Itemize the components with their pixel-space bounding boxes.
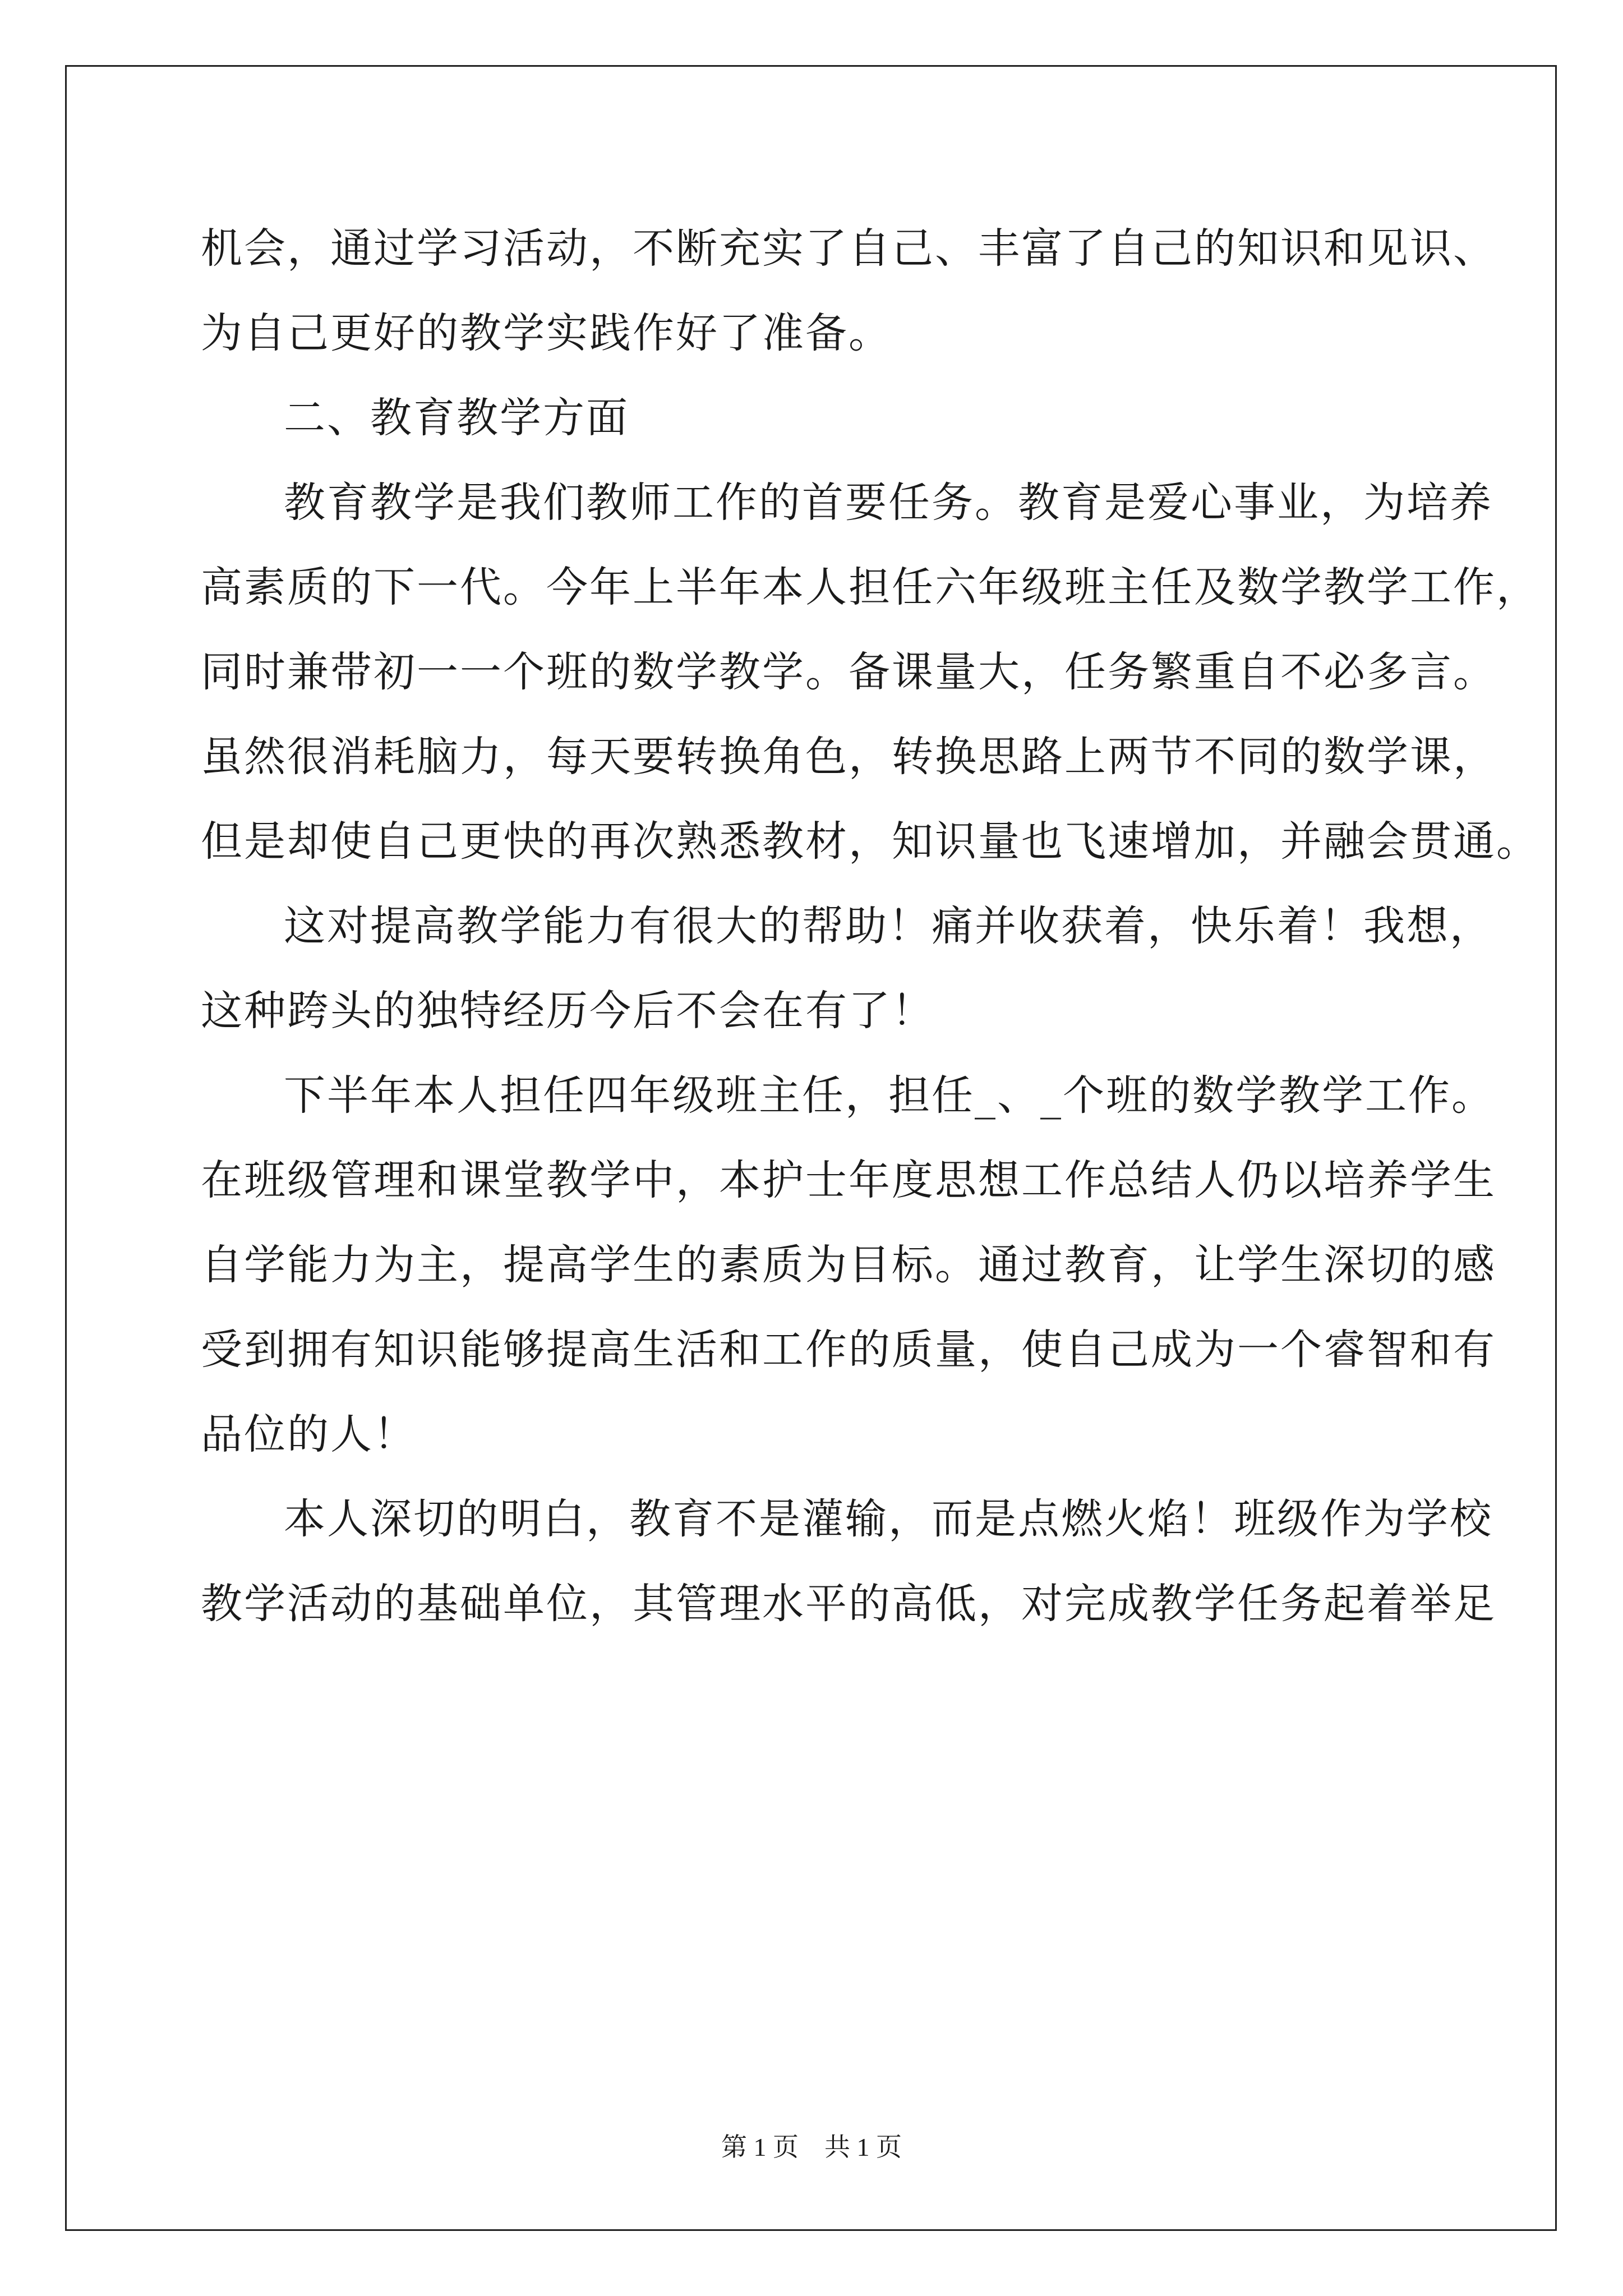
text-line: 自学能力为主，提高学生的素质为目标。通过教育，让学生深切的感 xyxy=(201,1241,1496,1289)
page-footer: 第 1 页 共 1 页 xyxy=(721,2133,902,2161)
text-line: 虽然很消耗脑力，每天要转换角色，转换思路上两节不同的数学课， xyxy=(201,733,1496,781)
text-line: 这种跨头的独特经历今后不会在有了！ xyxy=(201,987,935,1035)
section-heading: 二、教育教学方面 xyxy=(284,394,629,442)
text-line: 这对提高教学能力有很大的帮助！痛并收获着，快乐着！我想， xyxy=(284,902,1493,950)
text-line: 本人深切的明白，教育不是灌输，而是点燃火焰！班级作为学校 xyxy=(284,1495,1493,1543)
text-line: 但是却使自己更快的再次熟悉教材，知识量也飞速增加，并融会贯通。 xyxy=(201,817,1539,866)
text-line: 在班级管理和课堂教学中，本护士年度思想工作总结人仍以培养学生 xyxy=(201,1156,1496,1204)
document-body xyxy=(201,206,1539,1646)
text-line: 下半年本人担任四年级班主任，担任_、_个班的数学教学工作。 xyxy=(284,1071,1495,1120)
text-line: 同时兼带初一一个班的数学教学。备课量大，任务繁重自不必多言。 xyxy=(201,648,1496,696)
text-line: 品位的人！ xyxy=(201,1410,417,1458)
text-line: 为自己更好的教学实践作好了准备。 xyxy=(201,309,892,357)
text-line: 教育教学是我们教师工作的首要任务。教育是爱心事业，为培养 xyxy=(284,478,1493,527)
text-line: 受到拥有知识能够提高生活和工作的质量，使自己成为一个睿智和有 xyxy=(201,1326,1496,1374)
text-line: 机会，通过学习活动，不断充实了自己、丰富了自己的知识和见识、 xyxy=(201,224,1496,273)
text-line: 高素质的下一代。今年上半年本人担任六年级班主任及数学教学工作， xyxy=(201,563,1539,611)
text-line: 教学活动的基础单位，其管理水平的高低，对完成教学任务起着举足 xyxy=(201,1580,1496,1628)
